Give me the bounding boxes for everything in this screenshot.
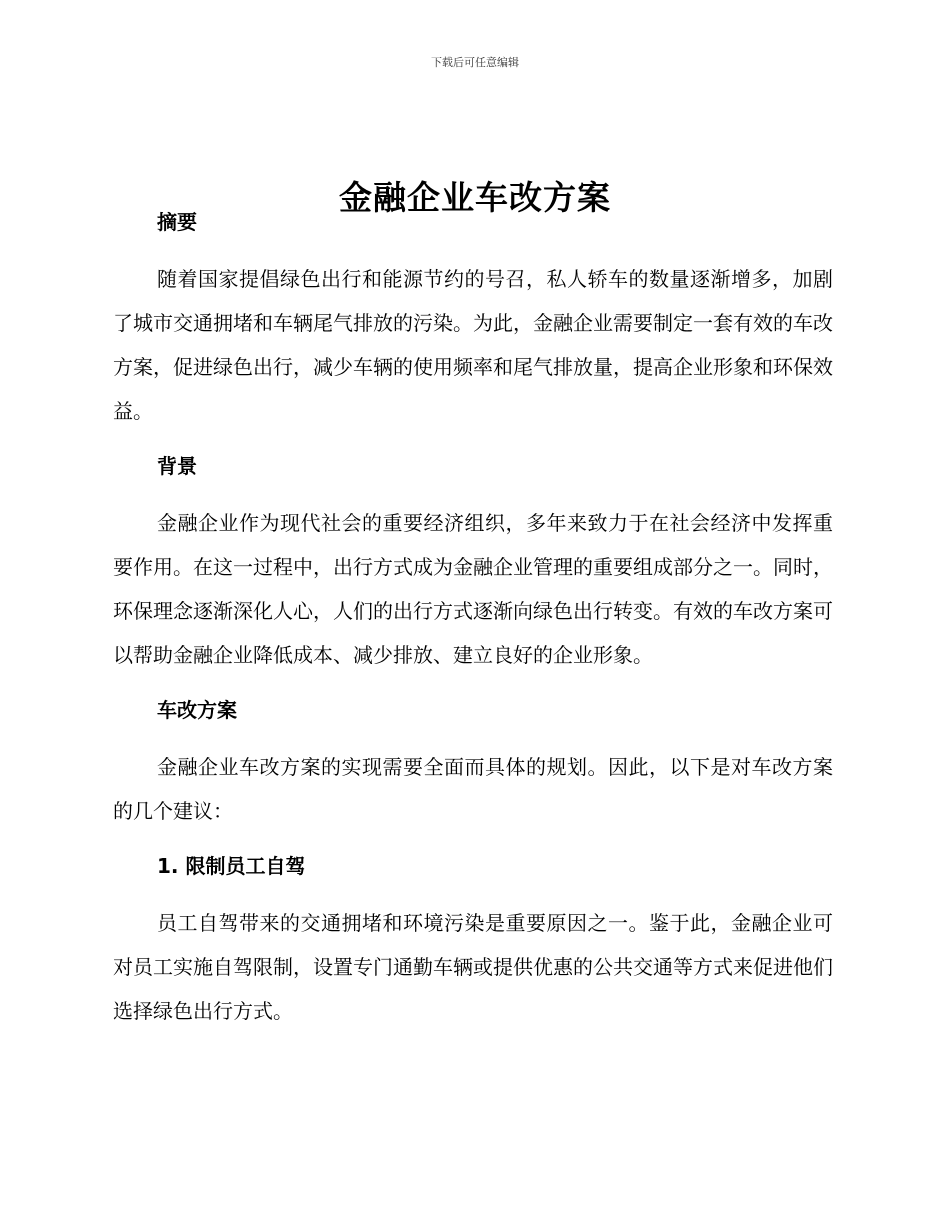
paragraph-limit-self-driving: 员工自驾带来的交通拥堵和环境污染是重要原因之一。鉴于此，金融企业可对员工实施自驾限制，设置专门通勤车辆或提供优惠的公共交通等方式来促进他们选择绿色出行方式。 [113, 911, 833, 1023]
section-heading-abstract: 摘要 [157, 210, 197, 234]
header-note: 下载后可任意编辑 [431, 56, 519, 69]
section-heading-plan: 车改方案 [157, 698, 237, 722]
document-body [113, 206, 833, 1033]
paragraph-abstract: 随着国家提倡绿色出行和能源节约的号召，私人轿车的数量逐渐增多，加剧了城市交通拥堵和车辆尾气排放的污染。为此，金融企业需要制定一套有效的车改方案，促进绿色出行，减少车辆的使用频率和尾气排放量，提高企业形象和环保效益。 [113, 267, 833, 423]
section-heading-background: 背景 [157, 454, 197, 478]
section-heading-limit-self-driving: 1. 限制员工自驾 [157, 854, 306, 878]
paragraph-background: 金融企业作为现代社会的重要经济组织，多年来致力于在社会经济中发挥重要作用。在这一过程中，出行方式成为金融企业管理的重要组成部分之一。同时，环保理念逐渐深化人心，人们的出行方式逐渐向绿色出行转变。有效的车改方案可以帮助金融企业降低成本、减少排放、建立良好的企业形象。 [113, 511, 833, 667]
document-title: 金融企业车改方案 [339, 178, 611, 218]
paragraph-plan: 金融企业车改方案的实现需要全面而具体的规划。因此，以下是对车改方案的几个建议： [113, 755, 833, 823]
